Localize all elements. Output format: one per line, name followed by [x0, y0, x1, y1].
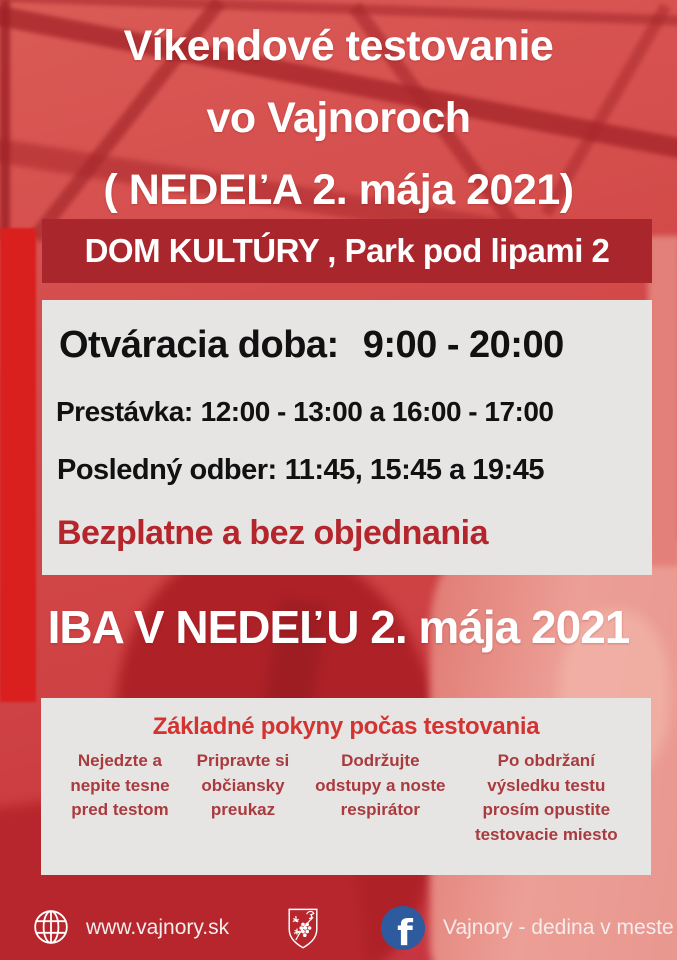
- venue-banner: [42, 219, 652, 283]
- opening-hours-value: 9:00 - 20:00: [362, 324, 564, 366]
- instruction-item: Po obdržaní výsledku testu prosím opustite testovacie miesto: [474, 751, 618, 844]
- opening-hours-line: [59, 324, 652, 367]
- opening-hours-label: Otváracia doba:: [59, 324, 339, 366]
- break-value: 12:00 - 13:00 a 16:00 - 17:00: [200, 396, 554, 427]
- instruction-item: Dodržujte odstupy a noste respirátor: [315, 751, 446, 820]
- background-pink-edge: [648, 236, 677, 566]
- website-link[interactable]: www.vajnory.sk: [86, 916, 230, 939]
- title-line-3: ( NEDEĽA 2. mája 2021): [103, 166, 574, 214]
- facebook-page-link[interactable]: Vajnory - dedina v meste: [443, 916, 674, 939]
- last-sample-value: 11:45, 15:45 a 19:45: [284, 454, 544, 486]
- title-line-1: Víkendové testovanie: [123, 22, 554, 70]
- instruction-item: Pripravte si občiansky preukaz: [196, 751, 290, 820]
- instruction-item: Nejedzte a nepite tesne pred testom: [70, 751, 170, 820]
- instructions-heading: Základné pokyny počas testovania: [152, 713, 540, 740]
- break-line: [56, 396, 652, 428]
- vajnory-coat-of-arms-icon: [285, 901, 321, 955]
- last-sample-label: Posledný odber:: [57, 454, 277, 486]
- instructions-columns: [41, 741, 651, 848]
- footer: [0, 896, 677, 960]
- only-sunday-headline: IBA V NEDEĽU 2. mája 2021: [47, 601, 630, 653]
- globe-icon[interactable]: [32, 908, 70, 946]
- break-label: Prestávka:: [56, 396, 193, 427]
- instructions-box: [41, 698, 651, 875]
- poster-title: [0, 10, 677, 226]
- facebook-icon[interactable]: [381, 906, 425, 950]
- facebook-f-glyph: f: [397, 913, 413, 950]
- free-of-charge-note: Bezplatne a bez objednania: [57, 514, 488, 552]
- opening-hours-box: [42, 300, 652, 575]
- venue-banner-label: DOM KULTÚRY , Park pod lipami 2: [84, 232, 610, 269]
- last-sample-line: [57, 454, 652, 487]
- title-line-2: vo Vajnoroch: [206, 94, 471, 142]
